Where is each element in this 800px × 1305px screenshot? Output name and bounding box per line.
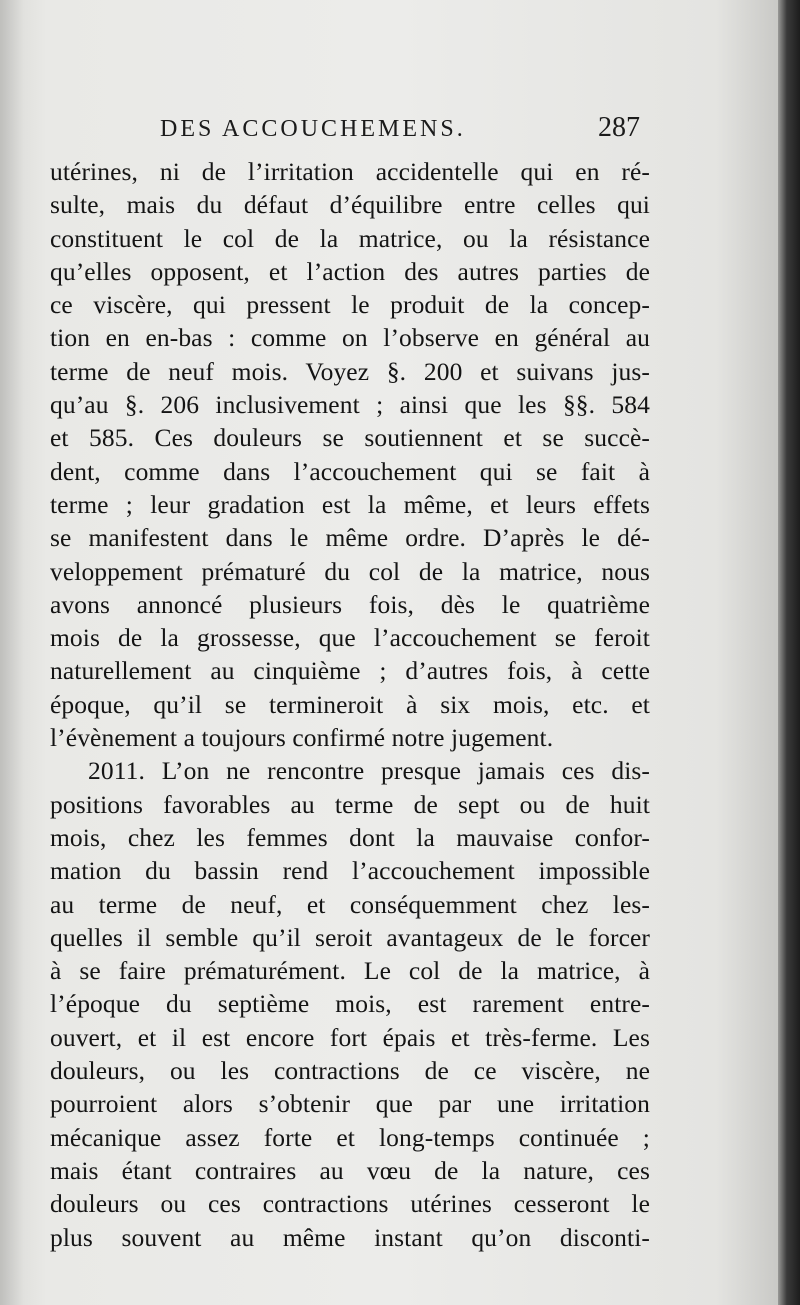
text-line: mois, chez les femmes dont la mauvaise confor- (50, 822, 650, 852)
page-edge-shadow (778, 0, 800, 1305)
text-line: pourroient alors s’obtenir que par une irritation (50, 1089, 650, 1119)
text-line: quelles il semble qu’il seroit avantageux de le forcer (50, 922, 650, 952)
text-line: douleurs, ou les contractions de ce viscère, ne (50, 1056, 650, 1086)
text-line: à se faire prématurément. Le col de la matrice, à (50, 956, 650, 986)
text-line: plus souvent au même instant qu’on disconti- (50, 1222, 650, 1252)
text-line: naturellement au cinquième ; d’autres fois, à cette (50, 656, 650, 686)
text-line: tion en en-bas : comme on l’observe en général au (50, 323, 650, 353)
gutter-shadow (0, 0, 24, 1305)
text-line: l’évènement a toujours confirmé notre jugement. (50, 723, 554, 753)
text-line: utérines, ni de l’irritation accidentelle qui en ré- (50, 157, 650, 186)
text-line: dent, comme dans l’accouchement qui se fait à (50, 456, 650, 486)
text-line: positions favorables au terme de sept ou de huit (50, 789, 650, 819)
page-header (160, 112, 640, 152)
running-title: DES ACCOUCHEMENS. (160, 116, 466, 142)
text-line: au terme de neuf, et conséquemment chez les- (50, 889, 650, 919)
text-line: ce viscère, qui pressent le produit de la concep- (50, 290, 650, 320)
text-line: mation du bassin rend l’accouchement impossible (50, 856, 650, 886)
text-line: qu’elles opposent, et l’action des autres parties de (50, 256, 650, 286)
text-line: veloppement prématuré du col de la matrice, nous (50, 556, 650, 586)
text-line: terme de neuf mois. Voyez §. 200 et suivans jus- (50, 356, 650, 386)
text-line: mais étant contraires au vœu de la nature, ces (50, 1155, 650, 1185)
text-line: sulte, mais du défaut d’équilibre entre celles qui (50, 190, 650, 220)
text-line: avons annoncé plusieurs fois, dès le quatrième (50, 589, 650, 619)
text-line: ouvert, et il est encore fort épais et très-ferme. Les (50, 1022, 650, 1052)
text-line: qu’au §. 206 inclusivement ; ainsi que les §§. 584 (50, 390, 650, 420)
text-line: terme ; leur gradation est la même, et leurs effets (50, 489, 650, 519)
text-line: mois de la grossesse, que l’accouchement se feroit (50, 623, 650, 653)
text-line: et 585. Ces douleurs se soutiennent et se succè- (50, 423, 650, 453)
page-number: 287 (598, 112, 640, 143)
text-line: époque, qu’il se termineroit à six mois, etc. et (50, 689, 650, 719)
text-line: l’époque du septième mois, est rarement entre- (50, 989, 650, 1019)
text-line: douleurs ou ces contractions utérines cesseront le (50, 1189, 650, 1219)
text-line: constituent le col de la matrice, ou la résistance (50, 223, 650, 253)
text-line: mécanique assez forte et long-temps continuée ; (50, 1122, 650, 1152)
text-line: se manifestent dans le même ordre. D’après le dé- (50, 523, 650, 553)
body-text (50, 155, 650, 1254)
paragraph-start-line: 2011. L’on ne rencontre presque jamais ces dis- (88, 756, 650, 786)
